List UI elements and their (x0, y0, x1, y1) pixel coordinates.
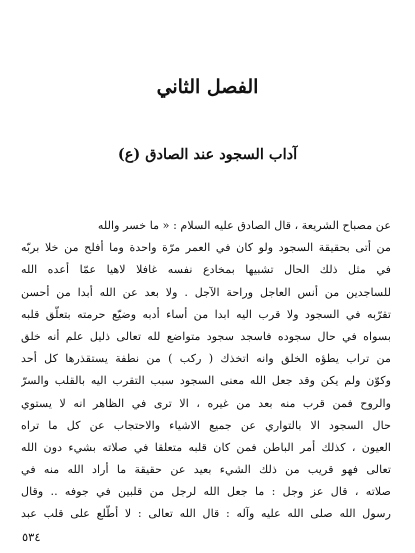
text-line: وكوّن ولم يكن وقد جعل الله معنى السجود سبب التقرب اليه بالقلب والسرّ (21, 374, 391, 388)
text-line: عن مصباح الشريعة ، قال الصادق عليه السلام : « ما خسر والله (97, 219, 391, 232)
text-line: تقرّبه في السجود ولا قرب اليه ابدا من أساء أدبه وضيّع حرمته بتعلّق قلبه (21, 307, 391, 321)
page-number: ٥٣٤ (22, 530, 41, 544)
text-line: من أتى بحقيقة السجود ولو كان في العمر مرّة واحدة وما أفلح من خلا بربّه (21, 241, 391, 255)
text-line: من تراب يطؤه الخلق وانه اتخذك ( ركب ) من نطفة يستقذرها كل أحد (21, 352, 391, 366)
text-line: العيون ، كذلك أمر الباطن فمن كان قلبه متعلقا في صلاته بشيء دون الله (21, 440, 391, 454)
text-line: حال السجود الا بالتواري عن جميع الاشياء والاحتجاب عن كل ما تراه (21, 418, 391, 432)
text-line: للساجدين من أنس العاجل وراحة الآجل . ولا بعد عن الله أبدا من أحسن (21, 285, 391, 299)
text-line: تعالى فهو قريب من ذلك الشيء بعيد عن حقيقة ما أراد الله منه في (21, 463, 391, 477)
text-line: في مثل ذلك الحال تشبيها بمخادع نفسه غافلا لاهيا عمّا أعده الله (21, 263, 391, 277)
body-text (21, 215, 391, 526)
chapter-title: الفصل الثاني (156, 76, 259, 98)
section-title: آداب السجود عند الصادق (ع) (117, 146, 298, 163)
text-line: رسول الله صلى الله عليه وآله : قال الله تعالى : لا أطّلع على قلب عبد (21, 507, 391, 521)
text-line: صلاته ، قال عز وجل : ما جعل الله لرجل من قلبين في جوفه .. وقال (21, 485, 391, 499)
text-line: بسواه في حال سجوده فاسجد سجود متواضع لله تعالى ذليل علم أنه خلق (21, 329, 391, 343)
text-line: والروح فمن قرب منه بعد من غيره ، الا ترى في الظاهر انه لا يستوي (21, 396, 391, 410)
